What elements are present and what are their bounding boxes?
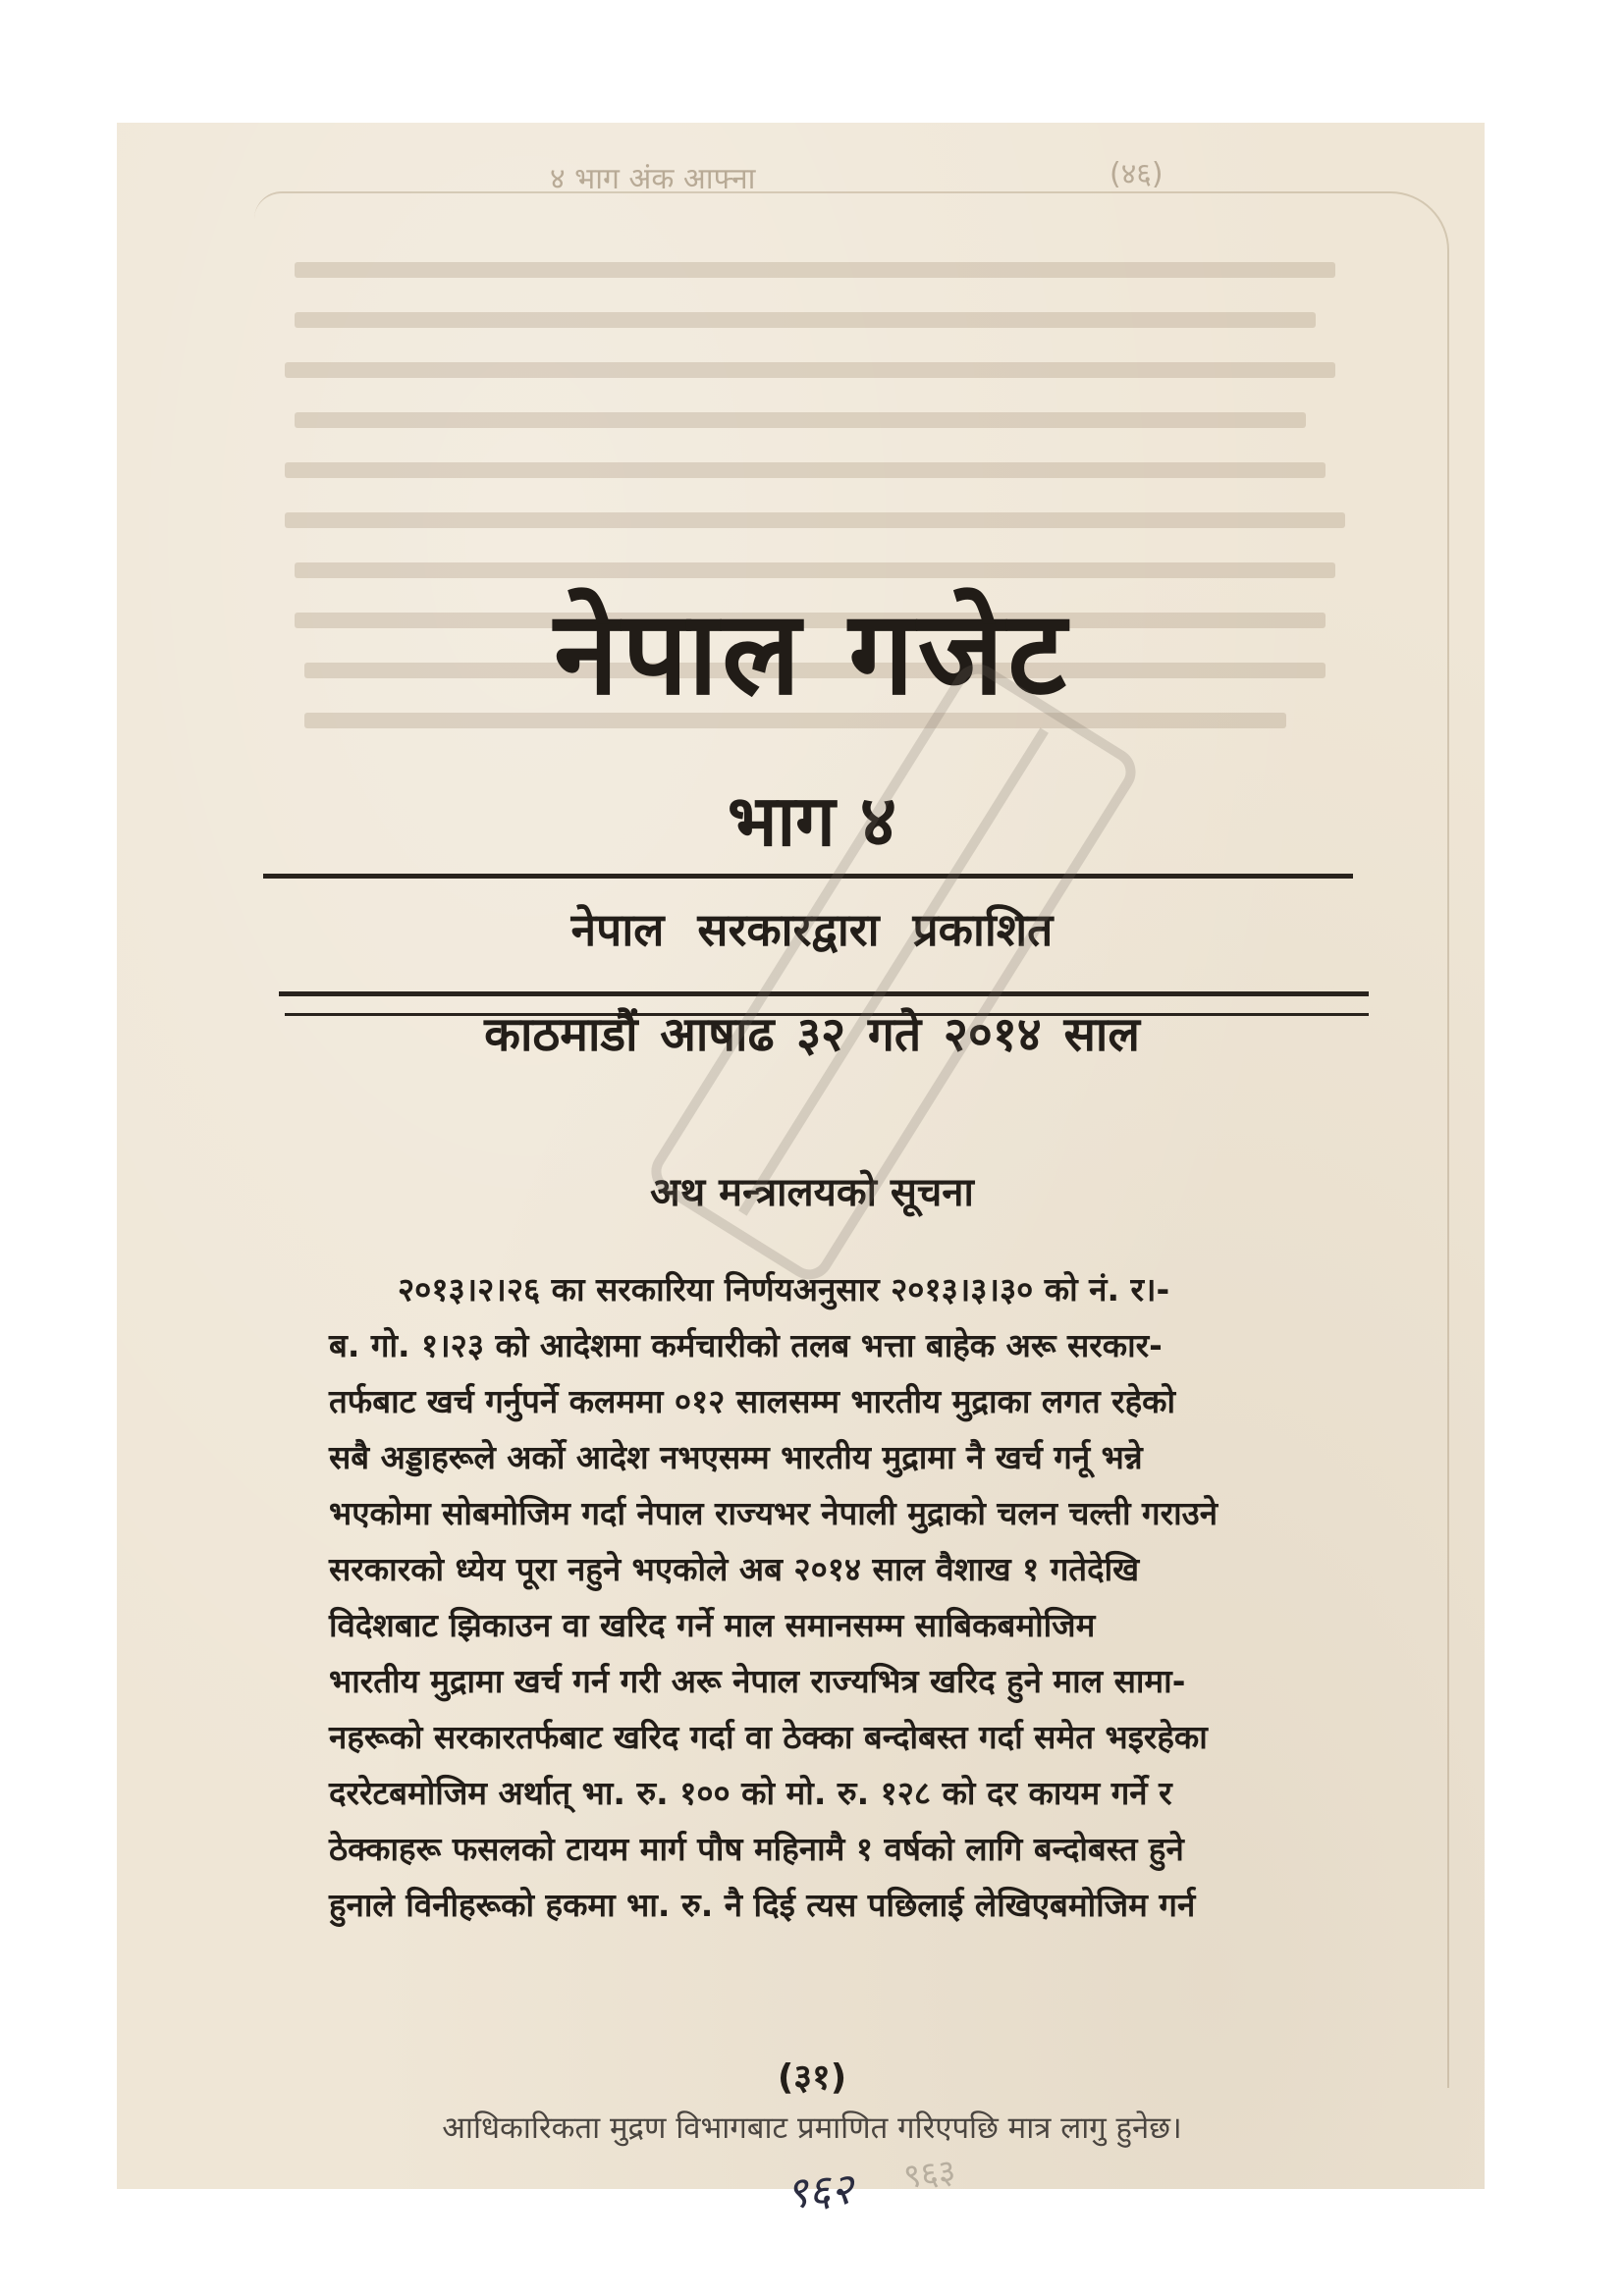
body-line: हुनाले विनीहरूको हकमा भा. रु. नै दिई त्यस पछिलाई लेखिएबमोजिम गर्न: [329, 1886, 1196, 1924]
running-header: ४ भाग अंक आफ्ना: [550, 162, 756, 196]
handwritten-mark: ९६२: [784, 2163, 855, 2219]
notice-heading: अथ मन्त्रालयको सूचना: [650, 1170, 974, 1215]
page-number: (३१): [777, 2057, 847, 2098]
dateline: काठमाडौं आषाढ ३२ गते २०१४ साल: [484, 1007, 1140, 1062]
body-line: दररेटबमोजिम अर्थात् भा. रु. १०० को मो. रु. १२८ को दर कायम गर्ने र: [329, 1774, 1172, 1812]
body-line: विदेशबाट झिकाउन वा खरिद गर्ने माल समानसम्म साबिकबमोजिम: [329, 1606, 1096, 1644]
body-line: २०१३।२।२६ का सरकारिया निर्णयअनुसार २०१३।३।३० को नं. र।-: [398, 1270, 1170, 1308]
body-line: ब. गो. १।२३ को आदेशमा कर्मचारीको तलब भत्ता बाहेक अरू सरकार-: [329, 1326, 1163, 1364]
running-page-number: (४६): [1110, 157, 1164, 191]
body-line: सरकारको ध्येय पूरा नहुने भएकोले अब २०१४ साल वैशाख १ गतेदेखि: [329, 1550, 1140, 1588]
body-line: भएकोमा सोबमोजिम गर्दा नेपाल राज्यभर नेपाली मुद्राको चलन चल्ती गराउने: [329, 1494, 1218, 1532]
pencil-mark: ९६३: [901, 2152, 958, 2197]
gazette-part: भाग ४: [727, 779, 897, 862]
body-line: भारतीय मुद्रामा खर्च गर्न गरी अरू नेपाल राज्यभित्र खरिद हुने माल सामा-: [329, 1662, 1186, 1700]
divider-rule: [263, 874, 1353, 879]
body-line: नहरूको सरकारतर्फबाट खरिद गर्दा वा ठेक्का बन्दोबस्त गर्दा समेत भइरहेका: [329, 1718, 1208, 1756]
body-line: तर्फबाट खर्च गर्नुपर्ने कलममा ०१२ सालसम्म भारतीय मुद्राका लगत रहेको: [329, 1382, 1176, 1420]
publisher-line: नेपाल सरकारद्वारा प्रकाशित: [570, 903, 1054, 956]
notice-body: [329, 1261, 1370, 1933]
divider-rule: [279, 991, 1369, 996]
footer-note: आधिकारिकता मुद्रण विभागबाट प्रमाणित गरिएपछि मात्र लागु हुनेछ।: [442, 2110, 1182, 2146]
body-line: सबै अड्डाहरूले अर्को आदेश नभएसम्म भारतीय मुद्रामा नै खर्च गर्नू भन्ने: [329, 1438, 1143, 1476]
body-line: ठेक्काहरू फसलको टायम मार्ग पौष महिनामै १ वर्षको लागि बन्दोबस्त हुने: [329, 1830, 1184, 1868]
gazette-title: नेपाल गजेट: [554, 585, 1070, 721]
